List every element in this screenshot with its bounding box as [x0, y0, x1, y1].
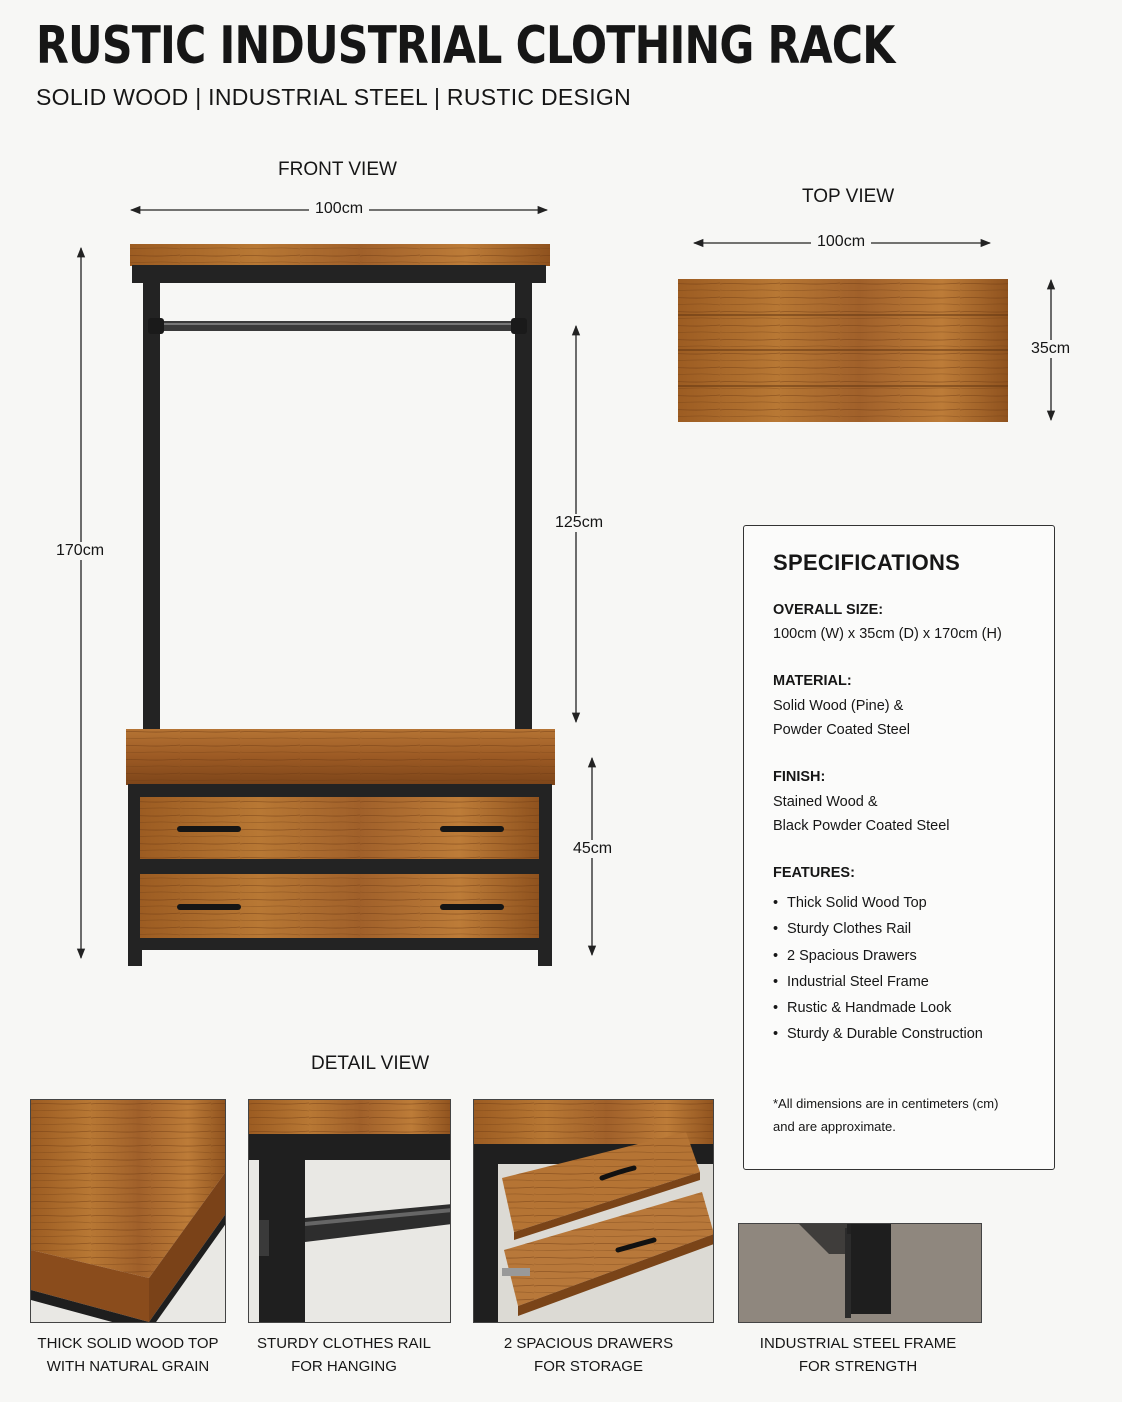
left-upright [143, 280, 160, 748]
feature-item: • Rustic & Handmade Look [773, 995, 983, 1021]
caption-line: THICK SOLID WOOD TOP [37, 1335, 219, 1352]
caption-line: FOR STRENGTH [798, 1358, 918, 1375]
front-width-label: 100cm [309, 200, 369, 218]
material-line-2: Powder Coated Steel [773, 722, 911, 738]
caption-line: INDUSTRIAL STEEL FRAME [759, 1335, 957, 1352]
front-view-label: FRONT VIEW [278, 159, 397, 180]
page-title: RUSTIC INDUSTRIAL CLOTHING RACK [36, 16, 895, 76]
caption-line: 2 SPACIOUS DRAWERS [503, 1335, 674, 1352]
detail-caption-steel-frame [753, 1332, 963, 1378]
caption-line: FOR HANGING [291, 1358, 397, 1375]
drawer-handle [440, 826, 504, 832]
base-height-label: 45cm [567, 840, 618, 858]
overall-size-heading: OVERALL SIZE: [773, 602, 884, 618]
features-list [773, 890, 983, 1048]
top-depth-label: 35cm [1025, 340, 1076, 358]
drawer-handle [177, 904, 241, 910]
drawer-handle [440, 904, 504, 910]
feature-item: • Sturdy Clothes Rail [773, 916, 983, 942]
detail-caption-wood-top [28, 1332, 228, 1378]
overall-size-value: 100cm (W) x 35cm (D) x 170cm (H) [773, 626, 1002, 642]
caption-line: WITH NATURAL GRAIN [46, 1358, 210, 1375]
detail-caption-clothes-rail [248, 1332, 440, 1378]
detail-caption-drawers [486, 1332, 691, 1378]
specifications-title: SPECIFICATIONS [773, 550, 961, 575]
right-upright [515, 280, 532, 748]
detail-view-label: DETAIL VIEW [311, 1053, 430, 1074]
material-line-1: Solid Wood (Pine) & [773, 698, 904, 714]
hanging-height-label: 125cm [549, 514, 609, 532]
front-height-label: 170cm [50, 542, 110, 560]
finish-line-2: Black Powder Coated Steel [773, 818, 950, 834]
finish-line-1: Stained Wood & [773, 794, 878, 810]
feature-item: • Sturdy & Durable Construction [773, 1021, 983, 1047]
feature-item: • Thick Solid Wood Top [773, 890, 983, 916]
drawer-handle [177, 826, 241, 832]
features-heading: FEATURES: [773, 865, 855, 881]
clothes-rail [160, 321, 515, 331]
feature-item: • Industrial Steel Frame [773, 969, 983, 995]
page-subtitle: SOLID WOOD | INDUSTRIAL STEEL | RUSTIC DESIGN [36, 84, 631, 110]
specifications-panel [743, 525, 1055, 1170]
top-shelf-frame [132, 265, 546, 283]
dimensions-note-line-1: *All dimensions are in centimeters (cm) [773, 1096, 999, 1111]
detail-image-clothes-rail [248, 1099, 451, 1323]
caption-line: FOR STORAGE [534, 1358, 643, 1375]
detail-image-steel-frame [738, 1223, 982, 1323]
dimensions-note-line-2: and are approximate. [773, 1119, 896, 1134]
finish-heading: FINISH: [773, 769, 826, 785]
top-view-label: TOP VIEW [802, 186, 895, 207]
detail-image-drawers [473, 1099, 714, 1323]
caption-line: STURDY CLOTHES RAIL [257, 1335, 431, 1352]
feature-item: • 2 Spacious Drawers [773, 943, 983, 969]
detail-image-wood-top [30, 1099, 226, 1323]
material-heading: MATERIAL: [773, 673, 852, 689]
top-width-label: 100cm [811, 233, 871, 251]
